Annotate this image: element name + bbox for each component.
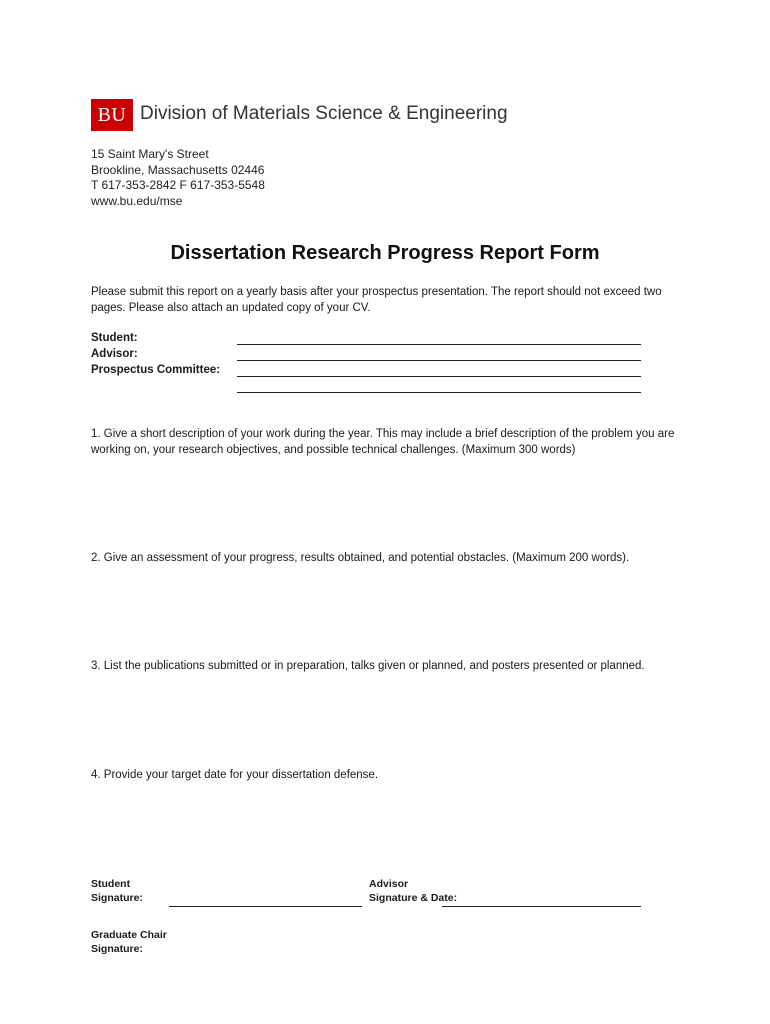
address-city: Brookline, Massachusetts 02446 (91, 162, 265, 177)
committee-label: Prospectus Committee: (91, 364, 221, 376)
advisor-name-field[interactable] (237, 360, 641, 361)
committee-field-1[interactable] (237, 376, 641, 377)
chair-signature-label: Graduate Chair Signature: (91, 929, 167, 955)
question-3: 3. List the publications submitted or in preparation, talks given or planned, and posters presented or planned. (91, 660, 645, 672)
question-1: 1. Give a short description of your work during the year. This may include a brief description of the problem you are working on, your research objectives, and possible technical challenges. (Maximum 300 words) (91, 428, 675, 456)
student-label: Student: (91, 332, 138, 344)
advisor-signature-label: Advisor Signature & Date: (369, 878, 458, 904)
address-block (91, 147, 265, 209)
student-signature-label: Student Signature: (91, 878, 143, 904)
advisor-signature-field[interactable] (442, 906, 641, 907)
student-name-field[interactable] (237, 344, 641, 345)
address-street: 15 Saint Mary's Street (91, 147, 209, 161)
question-4: 4. Provide your target date for your dissertation defense. (91, 769, 379, 781)
committee-field-2[interactable] (237, 392, 641, 393)
advisor-label: Advisor: (91, 348, 138, 360)
form-instructions: Please submit this report on a yearly basis after your prospectus presentation. The report should not exceed two pages. Please also attach an updated copy of your CV. (91, 286, 662, 314)
form-title: Dissertation Research Progress Report Form (170, 242, 600, 264)
student-signature-field[interactable] (169, 906, 362, 907)
address-phone: T 617-353-2842 F 617-353-5548 (91, 178, 265, 192)
question-2: 2. Give an assessment of your progress, results obtained, and potential obstacles. (Maximum 200 words). (91, 552, 630, 564)
bu-logo (91, 99, 133, 131)
logo-text: BU (97, 103, 127, 126)
address-website: www.bu.edu/mse (91, 193, 183, 208)
division-name: Division of Materials Science & Engineering (140, 103, 508, 124)
